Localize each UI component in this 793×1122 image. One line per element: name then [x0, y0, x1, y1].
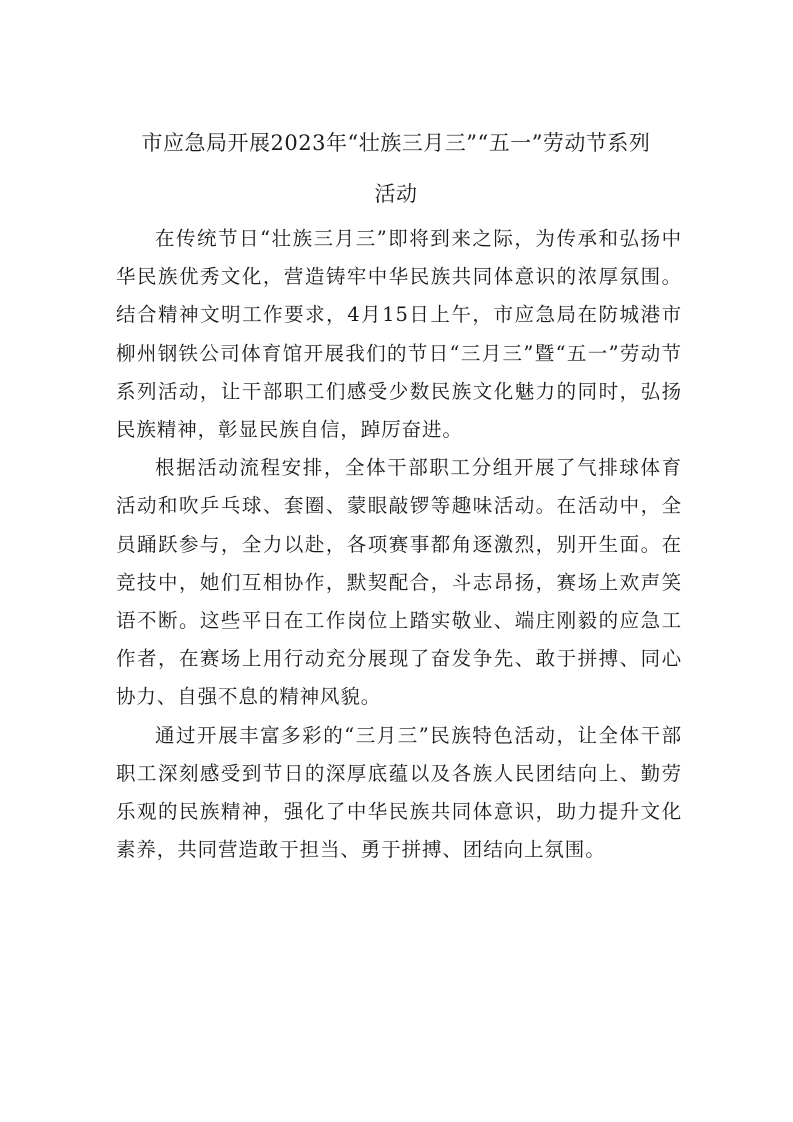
body-paragraph-2: 根据活动流程安排，全体干部职工分组开展了气排球体育活动和吹乒乓球、套圈、蒙眼敲锣等趣味活动。在活动中，全员踊跃参与，全力以赴，各项赛事都角逐激烈，别开生面。在竞技中，她们互相协作，默契配合，斗志昂扬，赛场上欢声笑语不断。这些平日在工作岗位上踏实敬业、端庄刚毅的应急工作者，在赛场上用行动充分展现了奋发争先、敢于拼搏、同心协力、自强不息的精神风貌。 — [116, 456, 682, 709]
document-body — [116, 220, 682, 869]
document-title-line-2: 活动 — [374, 182, 418, 206]
body-paragraph-3: 通过开展丰富多彩的“三月三”民族特色活动，让全体干部职工深刻感受到节日的深厚底蕴以及各族人民团结向上、勤劳乐观的民族精神，强化了中华民族共同体意识，助力提升文化素养，共同营造敢于担当、勇于拼搏、团结向上氛围。 — [116, 723, 682, 862]
document-title-line-1: 市应急局开展2023年“壮族三月三”“五一”劳动节系列 — [141, 131, 651, 155]
body-paragraph-1: 在传统节日“壮族三月三”即将到来之际，为传承和弘扬中华民族优秀文化，营造铸牢中华民族共同体意识的浓厚氛围。结合精神文明工作要求，4月15日上午，市应急局在防城港市柳州钢铁公司体育馆开展我们的节日“三月三”暨“五一”劳动节系列活动，让干部职工们感受少数民族文化魅力的同时，弘扬民族精神，彰显民族自信，踔厉奋进。 — [116, 227, 682, 442]
